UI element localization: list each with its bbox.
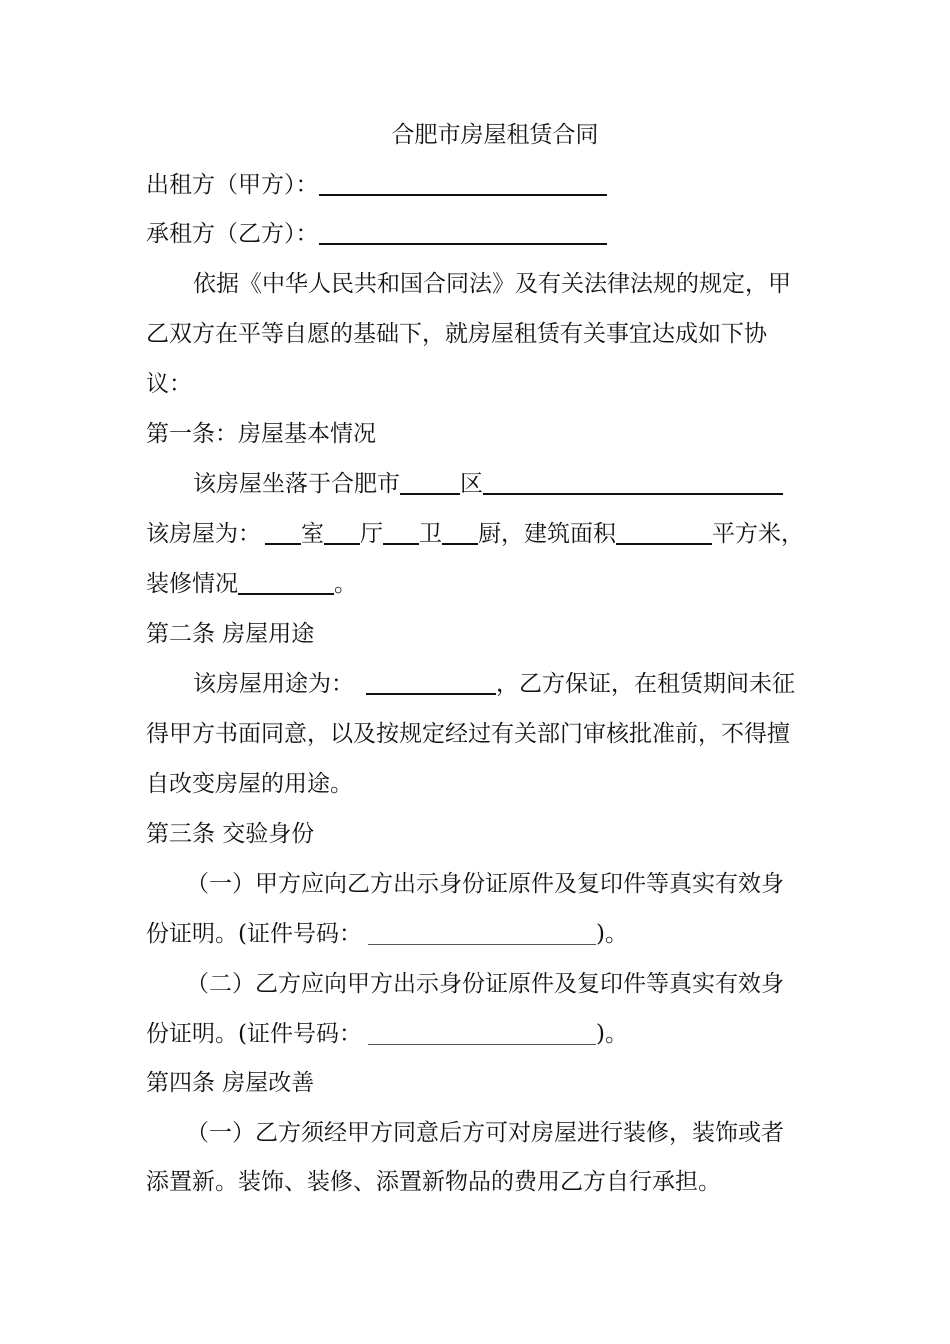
article1-location-line xyxy=(193,469,806,499)
lessee-blank xyxy=(319,219,607,245)
lessee-line xyxy=(146,219,806,249)
decoration-prefix: 装修情况 xyxy=(146,571,238,597)
id-number-blank-1 xyxy=(368,920,596,945)
area-blank xyxy=(616,519,712,545)
decoration-blank xyxy=(238,569,334,595)
usage-blank xyxy=(366,669,496,695)
article4-item1-line1: （一）乙方须经甲方同意后方可对房屋进行装修，装饰或者 xyxy=(186,1120,784,1146)
id-number-close-1: )。 xyxy=(595,921,628,947)
hall-blank xyxy=(324,519,360,545)
article3-heading: 第三条 交验身份 xyxy=(146,821,315,847)
document-title: 合肥市房屋租赁合同 xyxy=(391,122,599,148)
lessee-label: 承租方（乙方）： xyxy=(146,221,319,247)
lessor-line xyxy=(146,170,806,200)
article2-line-3: 自改变房屋的用途。 xyxy=(146,771,353,797)
article1-layout-line xyxy=(146,519,806,549)
article1-heading: 第一条：房屋基本情况 xyxy=(146,421,376,447)
location-prefix: 该房屋坐落于合肥市 xyxy=(193,471,400,497)
district-label: 区 xyxy=(460,471,483,497)
article3-item2-line2 xyxy=(146,1019,806,1049)
area-unit: 平方米， xyxy=(712,521,804,547)
bath-label: 卫 xyxy=(419,521,442,547)
intro-line-2: 乙双方在平等自愿的基础下，就房屋租赁有关事宜达成如下协 xyxy=(146,321,767,347)
id-number-close-2: )。 xyxy=(595,1021,628,1047)
id-number-blank-2 xyxy=(368,1020,596,1045)
id-number-label-1: 份证明。(证件号码： xyxy=(146,921,362,947)
address-blank xyxy=(483,469,783,495)
room-label: 室 xyxy=(301,521,324,547)
lessor-blank xyxy=(319,170,607,196)
article2-usage-line xyxy=(193,669,806,699)
intro-line-3: 议： xyxy=(146,371,192,397)
article1-decoration-line xyxy=(146,569,806,599)
bath-blank xyxy=(383,519,419,545)
id-number-label-2: 份证明。(证件号码： xyxy=(146,1021,362,1047)
article3-item1-line1: （一）甲方应向乙方出示身份证原件及复印件等真实有效身 xyxy=(186,871,784,897)
hall-label: 厅 xyxy=(360,521,383,547)
article2-heading: 第二条 房屋用途 xyxy=(146,621,315,647)
district-blank xyxy=(400,469,460,495)
usage-suffix: ，乙方保证，在租赁期间未征 xyxy=(496,671,795,697)
usage-prefix: 该房屋用途为： xyxy=(193,671,354,697)
kitchen-label: 厨，建筑面积 xyxy=(478,521,616,547)
room-blank xyxy=(265,519,301,545)
article2-line-2: 得甲方书面同意，以及按规定经过有关部门审核批准前，不得擅 xyxy=(146,721,790,747)
decoration-end: 。 xyxy=(334,571,357,597)
article4-item1-line2: 添置新。装饰、装修、添置新物品的费用乙方自行承担。 xyxy=(146,1169,721,1195)
article3-item2-line1: （二）乙方应向甲方出示身份证原件及复印件等真实有效身 xyxy=(186,971,784,997)
article3-item1-line2 xyxy=(146,919,806,949)
lessor-label: 出租方（甲方）： xyxy=(146,172,319,198)
kitchen-blank xyxy=(442,519,478,545)
article4-heading: 第四条 房屋改善 xyxy=(146,1070,315,1096)
layout-prefix: 该房屋为： xyxy=(146,521,261,547)
intro-line-1: 依据《中华人民共和国合同法》及有关法律法规的规定，甲 xyxy=(193,271,791,297)
